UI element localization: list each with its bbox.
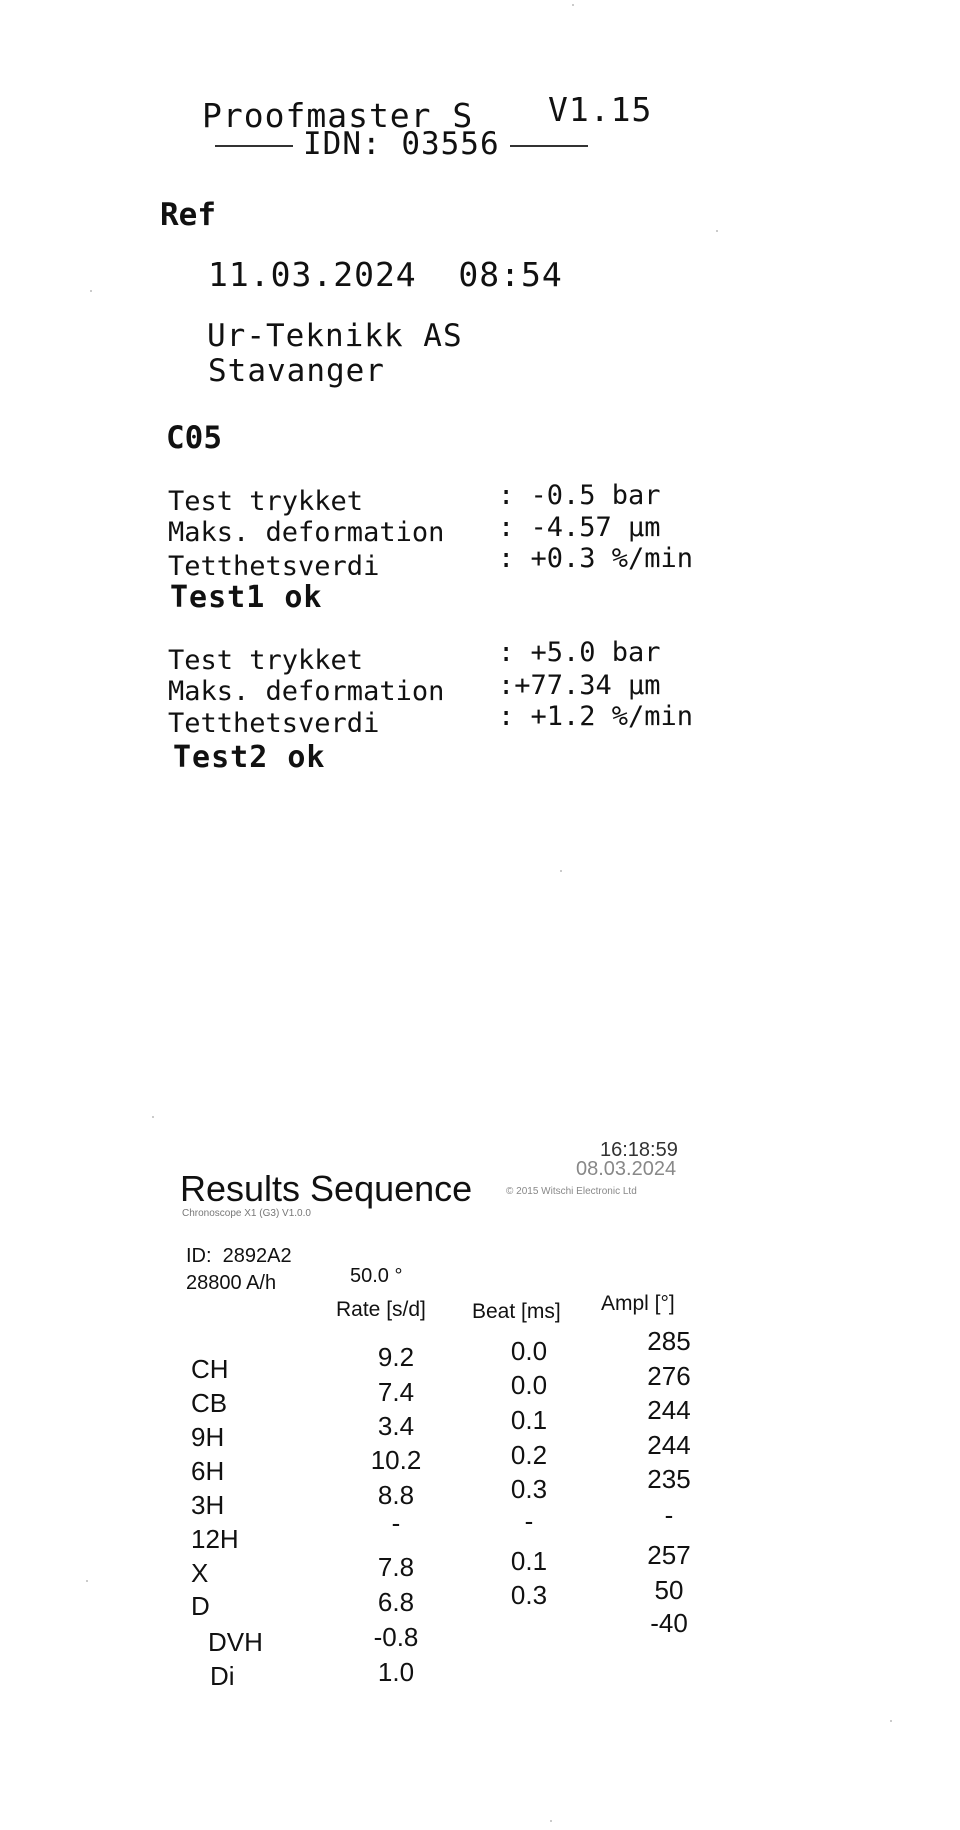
table-cell-rate: - xyxy=(391,1508,401,1538)
divider-left xyxy=(215,145,293,147)
idn-line xyxy=(205,126,598,162)
paper-speck xyxy=(86,1580,88,1582)
table-cell-ampl: 244 xyxy=(647,1395,691,1425)
header-beat: Beat [ms] xyxy=(472,1300,561,1323)
table-cell-position: Di xyxy=(210,1661,235,1691)
test1-deformation-label: Maks. deformation xyxy=(168,517,445,548)
divider-right xyxy=(510,145,588,147)
results-copyright: © 2015 Witschi Electronic Ltd xyxy=(506,1186,637,1197)
table-cell-position: 9H xyxy=(191,1422,225,1452)
table-cell-ampl: 285 xyxy=(647,1326,691,1356)
test2-deformation-value: :+77.34 µm xyxy=(498,670,661,701)
table-cell-beat: - xyxy=(524,1506,534,1536)
test2-tightness-label: Tetthetsverdi xyxy=(168,708,380,739)
watch-id: ID: 2892A2 xyxy=(186,1245,292,1267)
test2-tightness-value: : +1.2 %/min xyxy=(498,701,694,732)
paper-speck xyxy=(560,870,562,872)
table-cell-position: 12H xyxy=(191,1524,239,1554)
table-cell-rate: 10.2 xyxy=(370,1445,422,1475)
test2-result: Test2 ok xyxy=(173,740,326,775)
table-cell-beat: 0.0 xyxy=(510,1370,548,1400)
company-name: Ur-Teknikk AS xyxy=(207,318,463,354)
table-cell-ampl: -40 xyxy=(650,1608,688,1638)
table-cell-beat: 0.3 xyxy=(510,1580,548,1610)
table-cell-position: 6H xyxy=(191,1456,225,1486)
table-cell-ampl: 276 xyxy=(647,1361,691,1391)
company-city: Stavanger xyxy=(208,353,385,389)
test-datetime: 11.03.2024 08:54 xyxy=(208,255,563,294)
ref-label: Ref xyxy=(160,197,216,233)
test1-result: Test1 ok xyxy=(170,580,323,615)
table-cell-ampl: - xyxy=(664,1500,674,1530)
table-cell-rate: 7.8 xyxy=(377,1552,415,1582)
test1-deformation-value: : -4.57 µm xyxy=(498,512,661,543)
paper-speck xyxy=(716,230,718,232)
table-cell-position: X xyxy=(191,1558,209,1588)
paper-speck xyxy=(572,4,574,6)
idn-number: IDN: 03556 xyxy=(303,126,500,162)
test1-tightness-label: Tetthetsverdi xyxy=(168,551,380,582)
table-cell-beat: 0.1 xyxy=(510,1405,548,1435)
test2-deformation-label: Maks. deformation xyxy=(168,676,445,707)
beat-frequency: 28800 A/h xyxy=(186,1272,277,1294)
table-cell-beat: 0.2 xyxy=(510,1440,548,1470)
table-cell-beat: 0.3 xyxy=(510,1474,548,1504)
results-subtitle: Chronoscope X1 (G3) V1.0.0 xyxy=(182,1208,311,1219)
program-code: C05 xyxy=(166,420,222,456)
table-cell-position: 3H xyxy=(191,1490,225,1520)
paper-speck xyxy=(152,1116,154,1118)
table-cell-rate: 6.8 xyxy=(377,1587,415,1617)
paper-speck xyxy=(90,290,92,292)
table-cell-position: CH xyxy=(191,1354,229,1384)
table-cell-beat: 0.1 xyxy=(510,1546,548,1576)
lift-angle: 50.0 ° xyxy=(350,1265,403,1287)
table-cell-ampl: 235 xyxy=(647,1464,691,1494)
header-ampl: Ampl [°] xyxy=(601,1292,675,1315)
table-cell-rate: 3.4 xyxy=(377,1411,415,1441)
test2-pressure-value: : +5.0 bar xyxy=(498,637,661,668)
table-cell-rate: 8.8 xyxy=(377,1480,415,1510)
test1-tightness-value: : +0.3 %/min xyxy=(498,543,694,574)
table-cell-rate: 1.0 xyxy=(377,1657,415,1687)
table-cell-beat: 0.0 xyxy=(510,1336,548,1366)
table-cell-rate: -0.8 xyxy=(373,1622,419,1652)
test2-pressure-label: Test trykket xyxy=(168,645,364,676)
device-version: V1.15 xyxy=(548,90,653,129)
results-title: Results Sequence xyxy=(180,1168,473,1209)
table-cell-position: D xyxy=(191,1591,210,1621)
paper-speck xyxy=(550,1820,552,1822)
paper-speck xyxy=(890,1720,892,1722)
table-cell-position: DVH xyxy=(208,1627,263,1657)
test1-pressure-label: Test trykket xyxy=(168,486,364,517)
header-rate: Rate [s/d] xyxy=(336,1298,426,1321)
results-date: 08.03.2024 xyxy=(576,1158,677,1180)
table-cell-rate: 7.4 xyxy=(377,1377,415,1407)
table-cell-ampl: 244 xyxy=(647,1430,691,1460)
test1-pressure-value: : -0.5 bar xyxy=(498,480,661,511)
table-cell-ampl: 50 xyxy=(654,1575,684,1605)
table-cell-ampl: 257 xyxy=(647,1540,691,1570)
device-name: Proofmaster S xyxy=(202,96,474,135)
table-cell-rate: 9.2 xyxy=(377,1342,415,1372)
results-time: 16:18:59 xyxy=(600,1139,678,1161)
table-cell-position: CB xyxy=(191,1388,228,1418)
